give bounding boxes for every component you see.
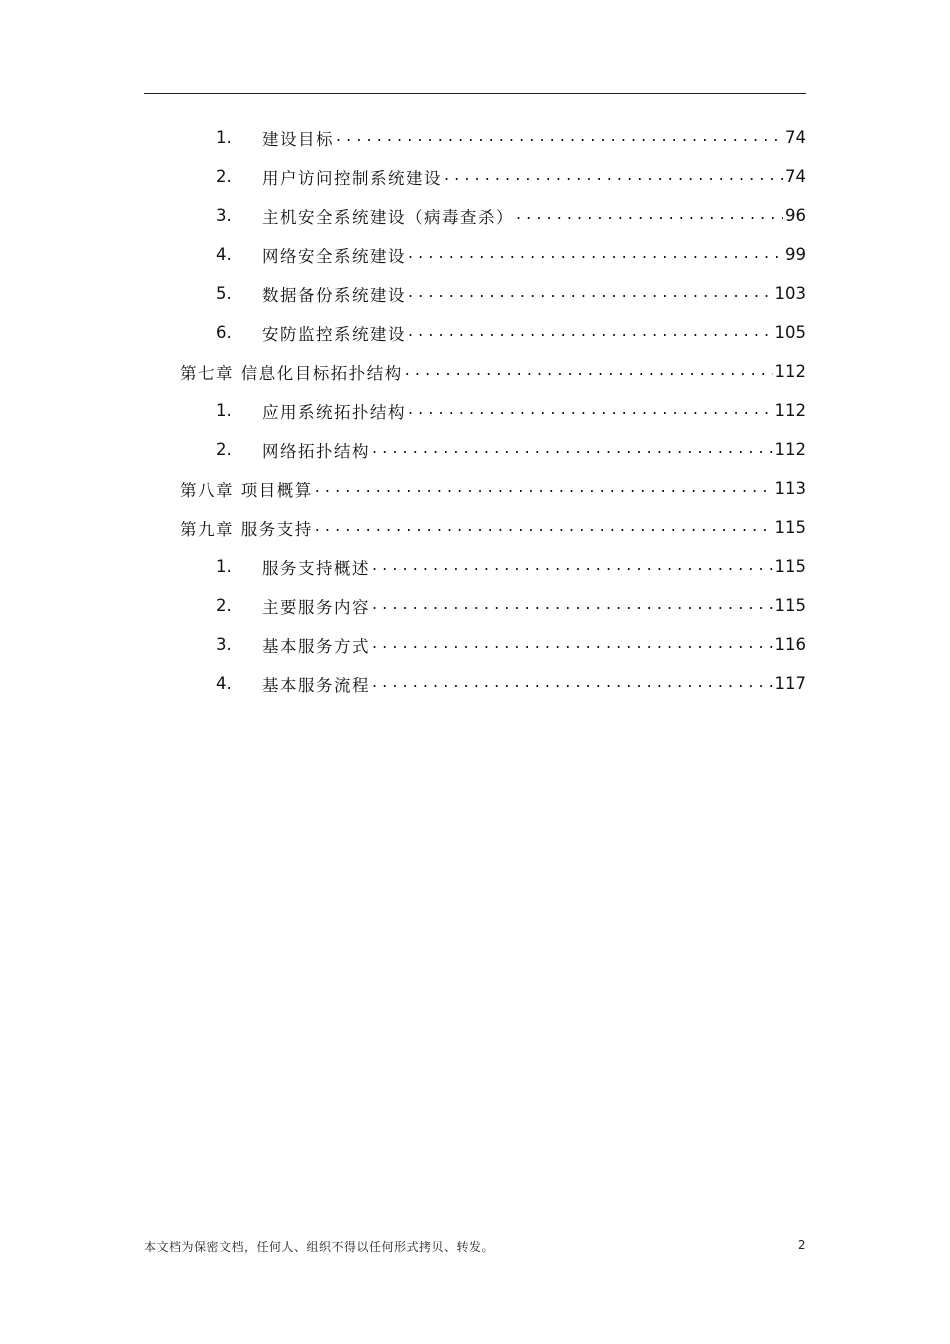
toc-entry-number: 2.	[216, 596, 232, 615]
toc-entry-page: 115	[774, 518, 806, 537]
toc-entry-page: 115	[774, 557, 806, 576]
toc-section-entry[interactable]	[216, 157, 806, 196]
toc-section-entry[interactable]	[216, 586, 806, 625]
toc-section-entry[interactable]	[216, 625, 806, 664]
toc-dot-leader	[372, 557, 773, 577]
toc-entry-title: 第七章 信息化目标拓扑结构	[180, 363, 403, 383]
toc-entry-title: 安防监控系统建设	[262, 324, 406, 344]
toc-entry-page: 74	[785, 128, 806, 147]
toc-entry-page: 74	[785, 167, 806, 186]
toc-dot-leader	[372, 674, 773, 694]
toc-entry-title: 主要服务内容	[262, 597, 370, 617]
toc-dot-leader	[372, 440, 773, 460]
toc-dot-leader	[372, 596, 773, 616]
toc-entry-number: 3.	[216, 206, 232, 225]
toc-section-entry[interactable]	[216, 430, 806, 469]
toc-entry-title: 基本服务流程	[262, 675, 370, 695]
toc-entry-page: 112	[774, 401, 806, 420]
toc-entry-page: 117	[774, 674, 806, 693]
toc-entry-page: 115	[774, 596, 806, 615]
toc-section-entry[interactable]	[216, 196, 806, 235]
toc-entry-page: 116	[774, 635, 806, 654]
toc-dot-leader	[372, 635, 773, 655]
toc-entry-number: 2.	[216, 440, 232, 459]
page-footer	[144, 1238, 806, 1255]
toc-chapter-entry[interactable]	[180, 469, 806, 508]
toc-entry-page: 105	[774, 323, 806, 342]
toc-dot-leader	[408, 323, 773, 343]
toc-dot-leader	[408, 245, 783, 265]
toc-section-entry[interactable]	[216, 274, 806, 313]
toc-entry-number: 4.	[216, 674, 232, 693]
toc-dot-leader	[444, 167, 783, 187]
toc-section-entry[interactable]	[216, 313, 806, 352]
confidentiality-notice: 本文档为保密文档，任何人、组织不得以任何形式拷贝、转发。	[144, 1240, 495, 1254]
toc-chapter-entry[interactable]	[180, 508, 806, 547]
toc-entry-page: 113	[774, 479, 806, 498]
toc-entry-title: 服务支持概述	[262, 558, 370, 578]
toc-entry-number: 3.	[216, 635, 232, 654]
toc-entry-number: 1.	[216, 401, 232, 420]
toc-section-entry[interactable]	[216, 547, 806, 586]
toc-dot-leader	[408, 401, 773, 421]
toc-dot-leader	[315, 518, 773, 538]
toc-entry-number: 2.	[216, 167, 232, 186]
toc-section-entry[interactable]	[216, 664, 806, 703]
toc-entry-title: 网络安全系统建设	[262, 246, 406, 266]
toc-dot-leader	[408, 284, 773, 304]
toc-dot-leader	[315, 479, 773, 499]
toc-entry-page: 112	[774, 440, 806, 459]
toc-dot-leader	[516, 206, 783, 226]
header-rule	[144, 93, 806, 94]
toc-entry-page: 96	[785, 206, 806, 225]
toc-entry-number: 4.	[216, 245, 232, 264]
toc-entry-title: 数据备份系统建设	[262, 285, 406, 305]
toc-section-entry[interactable]	[216, 235, 806, 274]
toc-entry-title: 用户访问控制系统建设	[262, 168, 442, 188]
page-number: 2	[797, 1238, 806, 1252]
toc-dot-leader	[405, 362, 773, 382]
toc-dot-leader	[336, 128, 783, 148]
toc-entry-page: 112	[774, 362, 806, 381]
toc-entry-title: 第九章 服务支持	[180, 519, 313, 539]
toc-entry-page: 103	[774, 284, 806, 303]
toc-entry-title: 基本服务方式	[262, 636, 370, 656]
toc-entry-number: 6.	[216, 323, 232, 342]
toc-entry-page: 99	[785, 245, 806, 264]
toc-entry-title: 网络拓扑结构	[262, 441, 370, 461]
toc-entry-title: 应用系统拓扑结构	[262, 402, 406, 422]
toc-chapter-entry[interactable]	[180, 352, 806, 391]
toc-entry-number: 5.	[216, 284, 232, 303]
toc-section-entry[interactable]	[216, 118, 806, 157]
toc-entry-title: 主机安全系统建设（病毒查杀）	[262, 207, 514, 227]
toc-entry-title: 第八章 项目概算	[180, 480, 313, 500]
toc-entry-number: 1.	[216, 557, 232, 576]
toc-section-entry[interactable]	[216, 391, 806, 430]
toc-entry-title: 建设目标	[262, 129, 334, 149]
toc-entry-number: 1.	[216, 128, 232, 147]
